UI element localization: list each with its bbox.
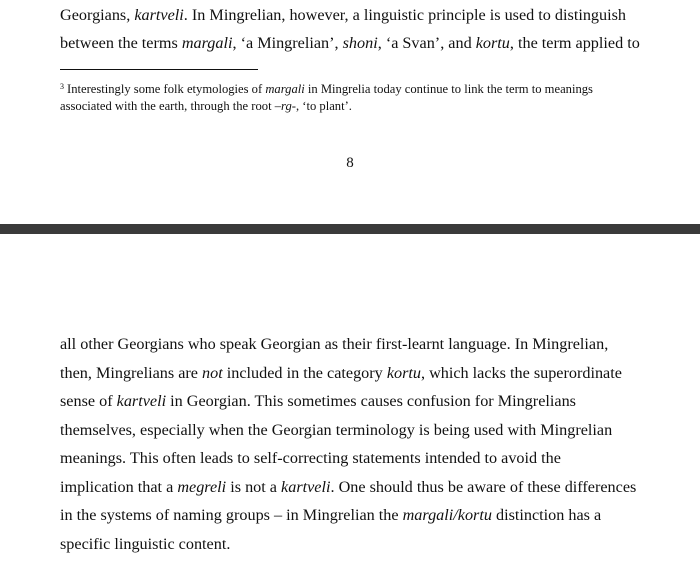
- italic-term: margali/kortu: [402, 506, 492, 524]
- footnote-marker: 3: [60, 82, 64, 91]
- italic-term: rg: [281, 99, 292, 113]
- footnote-line: associated with the earth, through the root –rg-, ‘to plant’.: [60, 99, 352, 113]
- italic-term: megreli: [177, 478, 227, 496]
- page-break-divider: [0, 224, 700, 234]
- body-text-line: themselves, especially when the Georgian terminology is being used with Mingrelian: [60, 421, 613, 439]
- body-text-line: specific linguistic content.: [60, 535, 231, 553]
- italic-term: kartveli: [116, 392, 167, 410]
- italic-term: kartveli: [134, 6, 184, 24]
- bottom-page: [0, 234, 700, 563]
- italic-term: margali: [181, 34, 233, 52]
- body-text-line: meanings. This often leads to self-correcting statements intended to avoid the: [60, 449, 561, 467]
- top-page: [0, 0, 700, 224]
- body-text-line: sense of kartveli in Georgian. This sometimes causes confusion for Mingrelians: [60, 392, 576, 410]
- italic-term: not: [202, 364, 223, 382]
- italic-term: kortu: [386, 364, 421, 382]
- italic-term: kortu: [475, 34, 510, 52]
- body-text-line: in the systems of naming groups – in Mingrelian the margali/kortu distinction has a: [60, 506, 602, 524]
- body-text-line: Georgians, kartveli. In Mingrelian, however, a linguistic principle is used to distinguish: [60, 6, 626, 24]
- italic-term: kartveli: [281, 478, 331, 496]
- italic-term: shoni: [342, 34, 378, 52]
- italic-term: margali: [265, 82, 305, 96]
- page-number: 8: [346, 155, 354, 171]
- footnote-line: $^3$ Interestingly some folk etymologies of margali in Mingrelia today continue to link the term to meanings: [60, 82, 593, 96]
- body-text-line: implication that a megreli is not a kartveli. One should thus be aware of these differences: [60, 478, 637, 496]
- footnote-separator: [60, 69, 258, 70]
- body-text-line: between the terms margali, ‘a Mingrelian’, shoni, ‘a Svan’, and kortu, the term applied to: [60, 34, 640, 52]
- body-text-line: all other Georgians who speak Georgian as their first-learnt language. In Mingrelian,: [60, 335, 609, 353]
- body-text-line: then, Mingrelians are not included in the category kortu, which lacks the superordinate: [60, 364, 622, 382]
